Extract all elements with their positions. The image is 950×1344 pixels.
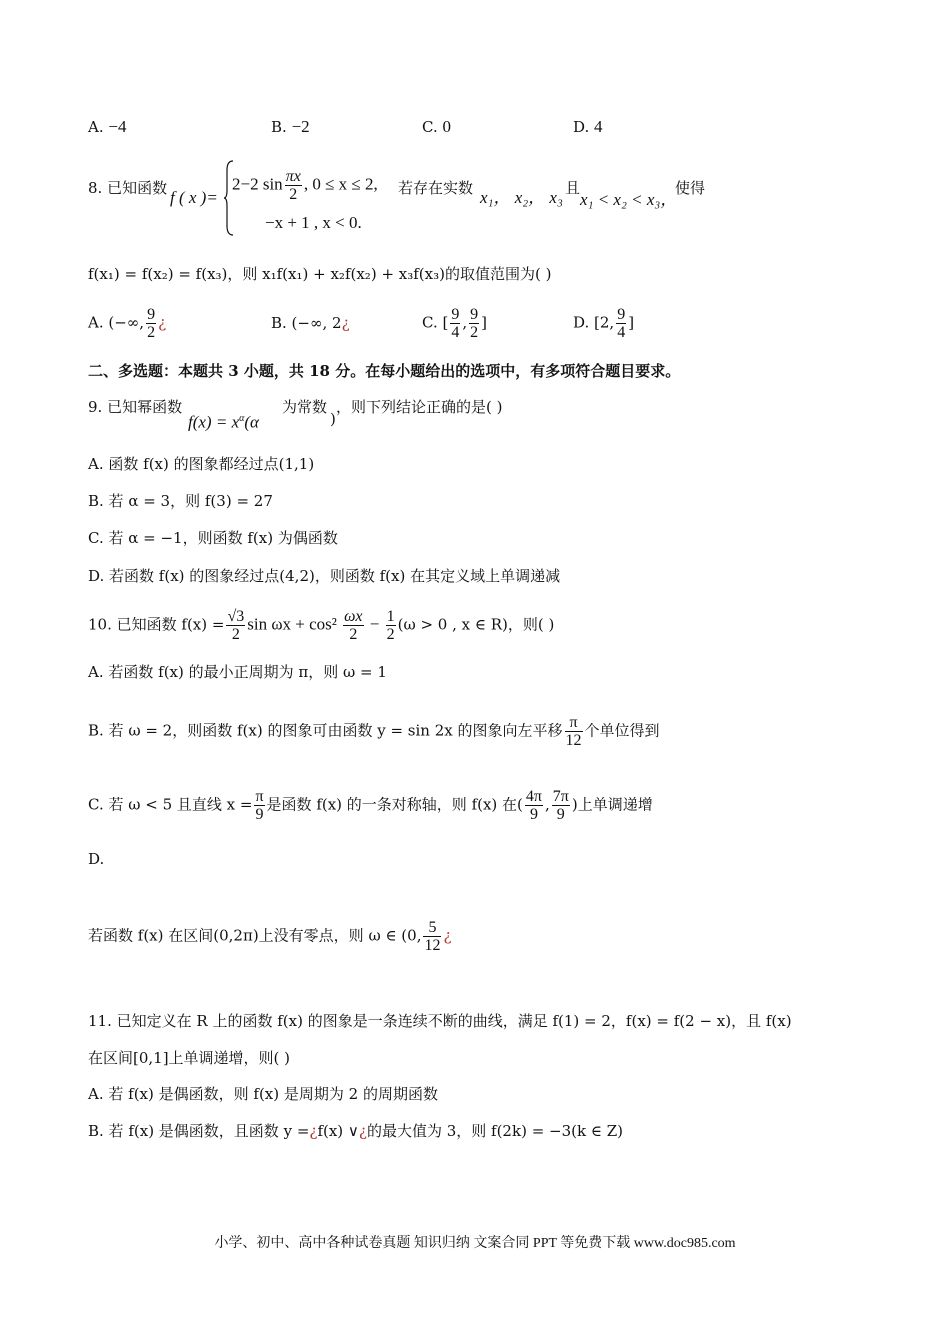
- q11-line1: 11. 已知定义在 R 上的函数 f(x) 的图象是一条连续不断的曲线，满足 f(1) = 2，f(x) = f(2 − x)，且 f(x): [88, 1012, 792, 1030]
- q8-func-name: f ( x )=: [170, 188, 218, 207]
- q8-make: 使得: [675, 179, 706, 197]
- q9-option-b: B. 若 α = 3，则 f(3) = 27: [88, 492, 273, 510]
- q9-option-d: D. 若函数 f(x) 的图象经过点(4,2)，则函数 f(x) 在其定义域上单调递减: [88, 567, 561, 585]
- q9-tail: ，则下列结论正确的是( ): [336, 398, 503, 416]
- q7-option-a: A. −4: [88, 117, 127, 136]
- q10-option-d-label: D.: [88, 850, 105, 868]
- q11-option-b: B. 若 f(x) 是偶函数，且函数 y =¿f(x) ∨¿的最大值为 3，则 f(2k) = −3(k ∈ Z): [88, 1122, 623, 1140]
- q8-lead: 8. 已知函数: [88, 179, 168, 197]
- q8-order: x₁ < x₂ < x₃，: [580, 190, 678, 209]
- q9-close: ): [330, 410, 336, 428]
- q10-stem: 10. 已知函数 f(x) = $\frac{√3}{2}$ sin ωx + cos² $\frac{\omega x}{2}$ − $\frac{1}{2}$ (ω > 0 , x ∈ R)，则( ): [88, 608, 555, 643]
- q9-note: 为常数: [282, 398, 328, 416]
- q8-option-d: D. [2, $\frac{9}{4}$ ]: [573, 306, 635, 341]
- q10-option-c: C. 若 ω < 5 且直线 x = $\frac{\pi}{9}$ 是函数 f(x) 的一条对称轴，则 f(x) 在( $\frac{4\pi}{9}$ , $\frac{7\pi}{9}$ )上单调递增: [88, 788, 653, 823]
- q8-option-a: A. (−∞, $\frac{9}{2}$ ¿: [88, 306, 167, 341]
- q10-option-a: A. 若函数 f(x) 的最小正周期为 π，则 ω = 1: [88, 663, 387, 681]
- q9-option-a: A. 函数 f(x) 的图象都经过点(1,1): [88, 455, 315, 473]
- q7-option-b: B. −2: [271, 117, 310, 136]
- q8-and: 且: [565, 179, 581, 197]
- q8-vars: x₁， x₂， x₃: [480, 188, 563, 207]
- q9-func: $f(x) = x^\alpha(\alpha$: [188, 412, 259, 432]
- q7-option-c: C. 0: [422, 117, 451, 136]
- q8-line2: f(x₁) = f(x₂) = f(x₃)，则 x₁f(x₁) + x₂f(x₂) + x₃f(x₃)的取值范围为( ): [88, 265, 552, 283]
- q7-option-d: D. 4: [573, 117, 603, 136]
- q11-line2: 在区间[0,1]上单调递增，则( ): [88, 1049, 291, 1067]
- page-footer: 小学、初中、高中各种试卷真题 知识归纳 文案合同 PPT 等免费下载 www.doc985.com: [214, 1236, 736, 1251]
- q8-cond: 若存在实数: [398, 179, 474, 197]
- q11-option-a: A. 若 f(x) 是偶函数，则 f(x) 是周期为 2 的周期函数: [88, 1085, 438, 1103]
- q10-option-b: B. 若 ω = 2，则函数 f(x) 的图象可由函数 y = sin 2x 的图象向左平移 $\frac{\pi}{12}$ 个单位得到: [88, 714, 660, 749]
- q9-lead: 9. 已知幂函数: [88, 398, 183, 416]
- q8-piece2: −x + 1 , x < 0.: [265, 213, 362, 232]
- q9-option-c: C. 若 α = −1，则函数 f(x) 为偶函数: [88, 529, 338, 547]
- q8-option-b: B. (−∞, 2¿: [271, 314, 350, 332]
- q8-option-c: C. [ $\frac{9}{4}$ , $\frac{9}{2}$ ]: [422, 306, 487, 341]
- q10-option-d-text: 若函数 f(x) 在区间(0,2π)上没有零点，则 ω ∈ (0, $\frac{5}{12}$ ¿: [88, 919, 452, 954]
- q8-piece1: 2−2 sin $\frac{\pi x}{2}$ , 0 ≤ x ≤ 2,: [232, 168, 378, 203]
- section-heading: 二、多选题：本题共 3 小题，共 18 分。在每小题给出的选项中，有多项符合题目要求。: [88, 362, 681, 380]
